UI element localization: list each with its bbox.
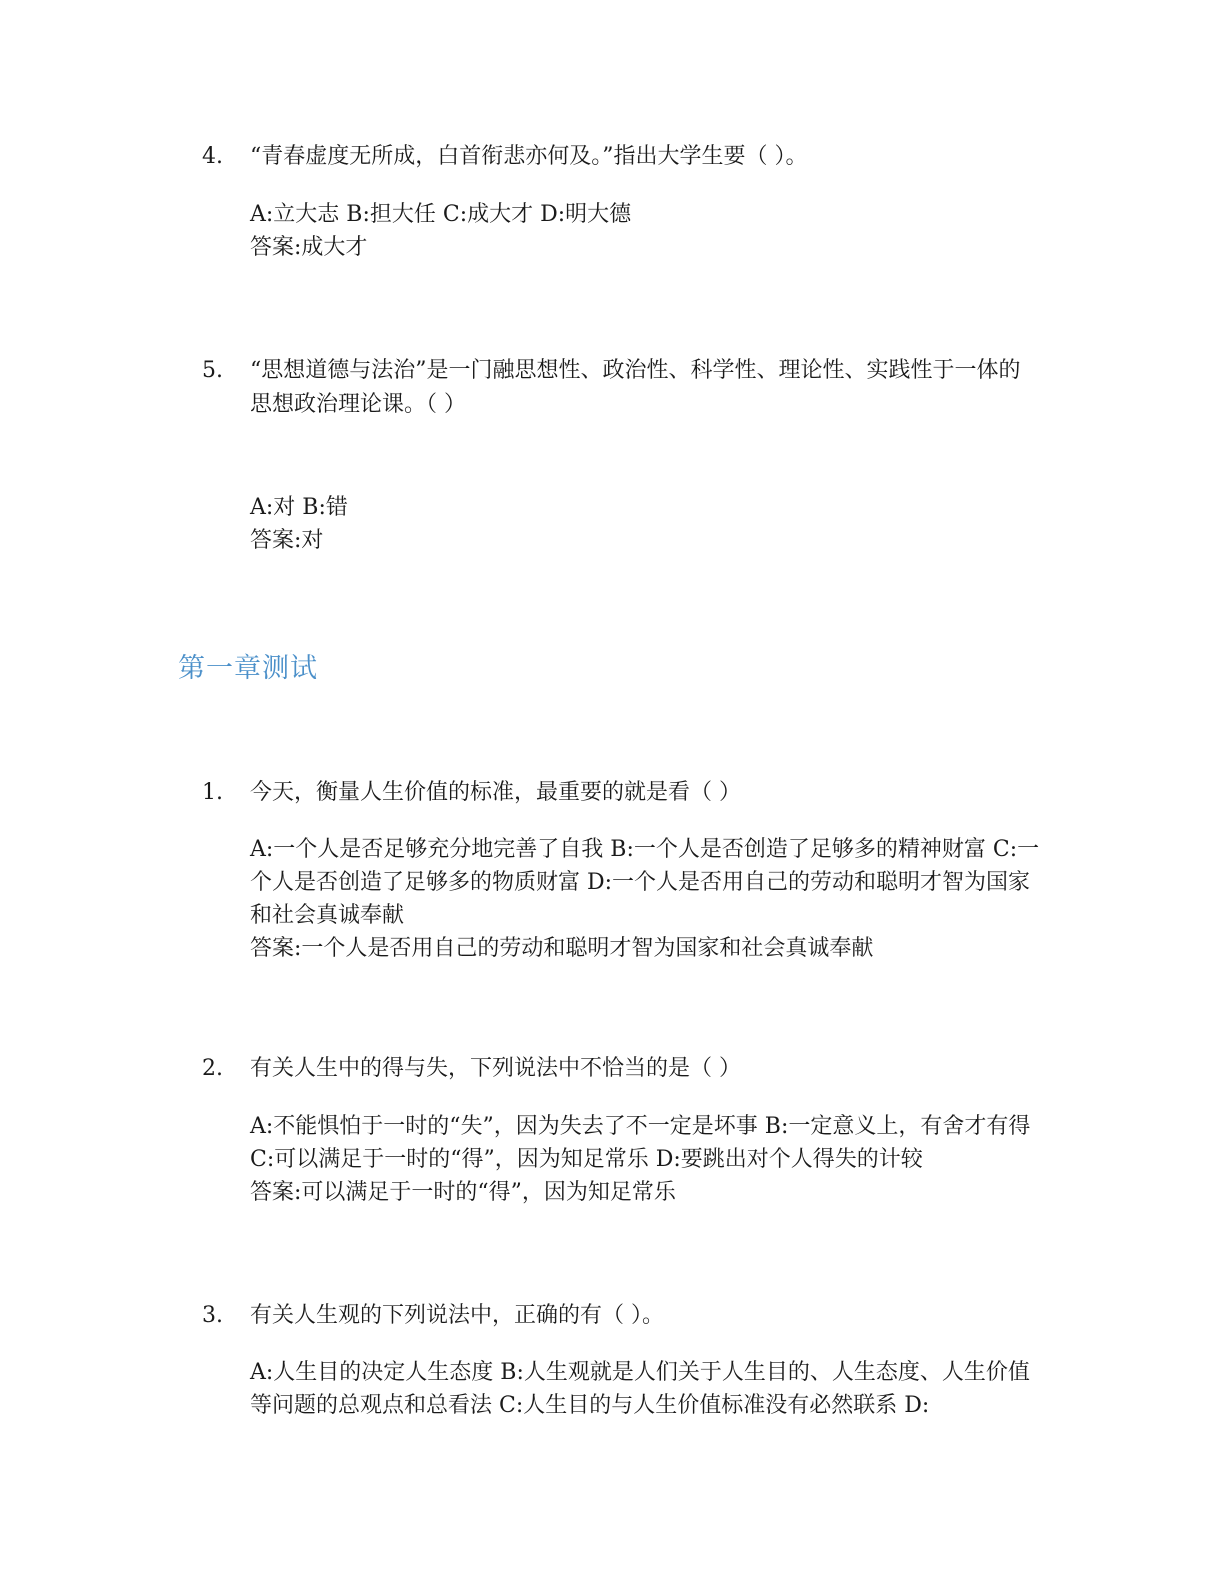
question-text: 今天，衡量人生价值的标准，最重要的就是看（ ）	[250, 780, 741, 805]
question-4-options	[250, 198, 1050, 264]
options-text: A:对 B:错	[250, 495, 348, 520]
chapter-question-3	[202, 1299, 1042, 1333]
chapter-question-1-options	[250, 833, 1050, 965]
question-number: 4.	[202, 144, 223, 169]
question-text: 有关人生中的得与失，下列说法中不恰当的是（ ）	[250, 1056, 741, 1081]
question-5	[202, 354, 1042, 422]
answer-text: 答案:对	[250, 528, 324, 553]
options-text: A:不能惧怕于一时的“失”，因为失去了不一定是坏事 B:一定意义上，有舍才有得 C:可以满足于一时的“得”，因为知足常乐 D:要跳出对个人得失的计较	[250, 1114, 1031, 1172]
options-text: A:立大志 B:担大任 C:成大才 D:明大德	[250, 202, 632, 227]
options-text: A:人生目的决定人生态度 B:人生观就是人们关于人生目的、人生态度、人生价值等问题的总观点和总看法 C:人生目的与人生价值标准没有必然联系 D:	[250, 1360, 1030, 1418]
answer-text: 答案:可以满足于一时的“得”，因为知足常乐	[250, 1180, 676, 1205]
question-text: 有关人生观的下列说法中，正确的有（ ）。	[250, 1303, 664, 1328]
chapter-question-3-options	[250, 1356, 1050, 1422]
answer-text: 答案:成大才	[250, 235, 368, 260]
question-5-options	[250, 491, 1050, 557]
chapter-question-1	[202, 776, 1042, 810]
question-4	[202, 140, 1042, 174]
question-number: 2.	[202, 1056, 223, 1081]
question-number: 3.	[202, 1303, 223, 1328]
question-number: 5.	[202, 358, 223, 383]
question-text: “青春虚度无所成，白首衔悲亦何及。”指出大学生要（ ）。	[250, 144, 808, 169]
chapter-question-2	[202, 1052, 1042, 1086]
options-text: A:一个人是否足够充分地完善了自我 B:一个人是否创造了足够多的精神财富 C:一个人是否创造了足够多的物质财富 D:一个人是否用自己的劳动和聪明才智为国家和社会真诚奉献	[250, 837, 1040, 928]
answer-text: 答案:一个人是否用自己的劳动和聪明才智为国家和社会真诚奉献	[250, 936, 874, 961]
question-number: 1.	[202, 780, 223, 805]
chapter-heading: 第一章测试	[178, 653, 318, 684]
chapter-question-2-options	[250, 1110, 1050, 1209]
question-text: “思想道德与法治”是一门融思想性、政治性、科学性、理论性、实践性于一体的思想政治理论课。（ ）	[250, 358, 1021, 417]
